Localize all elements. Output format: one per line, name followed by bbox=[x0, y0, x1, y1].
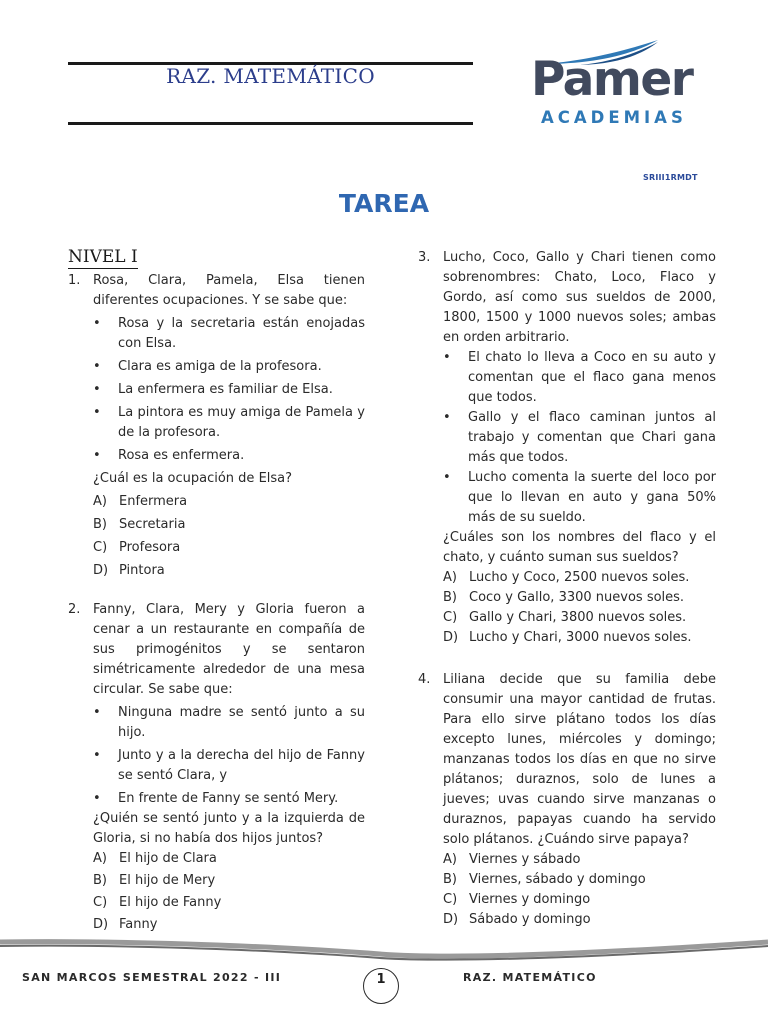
question-number: 3. bbox=[418, 250, 431, 265]
question-number: 2. bbox=[68, 602, 81, 617]
bullet-icon: • bbox=[93, 382, 101, 397]
question-3 bbox=[418, 248, 716, 648]
question-number: 4. bbox=[418, 672, 431, 687]
answer-option: C) Gallo y Chari, 3800 nuevos soles. bbox=[443, 610, 687, 625]
answer-option: A) Lucho y Coco, 2500 nuevos soles. bbox=[443, 570, 690, 585]
bullet-icon: • bbox=[93, 316, 101, 331]
section-title: NIVEL I bbox=[68, 247, 138, 267]
bullet-icon: • bbox=[443, 470, 451, 485]
answer-option: B) Secretaria bbox=[93, 517, 186, 532]
page-number: 1 bbox=[363, 968, 399, 1004]
bullet-item: • Rosa y la secretaria están enojadas con Elsa. bbox=[93, 316, 365, 351]
bullet-item: • Junto y a la derecha del hijo de Fanny se sentó Clara, y bbox=[93, 748, 365, 783]
answer-option: D) Lucho y Chari, 3000 nuevos soles. bbox=[443, 630, 692, 645]
question-stem: Liliana decide que su familia debe consumir una mayor cantidad de frutas. Para ello sirve plátano todos los días excepto lunes, miércoles y domingo; manzanas todos los días en que no sirve plátanos; duraznos, solo de lunes a jueves; uvas cuando sirve manzanas o duraznos, papayas cuando ha servido solo plátanos. ¿Cuándo sirve papaya? bbox=[443, 672, 716, 847]
answer-option: B) Viernes, sábado y domingo bbox=[443, 872, 646, 887]
footer-course: SAN MARCOS SEMESTRAL 2022 - III bbox=[22, 971, 282, 984]
bullet-item: • La enfermera es familiar de Elsa. bbox=[118, 380, 365, 400]
answer-option: D) Fanny bbox=[93, 917, 158, 932]
page-title: TAREA bbox=[338, 189, 430, 218]
logo-wordmark: Pamer bbox=[531, 52, 693, 107]
bullet-item: • Gallo y el flaco caminan juntos al trabajo y comentan que Chari gana más que todos. bbox=[443, 410, 716, 465]
subject-title: RAZ. MATEMÁTICO bbox=[166, 64, 375, 88]
question-stem: Fanny, Clara, Mery y Gloria fueron a cenar a un restaurante en compañía de sus primogénitos y se sentaron simétricamente alrededor de una mesa circular. Se sabe que: bbox=[93, 602, 365, 697]
bullet-item: • Clara es amiga de la profesora. bbox=[118, 357, 365, 377]
bullet-item: • Ninguna madre se sentó junto a su hijo. bbox=[93, 705, 365, 740]
answer-option: C) El hijo de Fanny bbox=[93, 895, 222, 910]
question-prompt: ¿Quién se sentó junto y a la izquierda de Gloria, si no había dos hijos juntos? bbox=[93, 811, 365, 846]
bullet-item: • La pintora es muy amiga de Pamela y de la profesora. bbox=[93, 405, 365, 440]
footer-subject: RAZ. MATEMÁTICO bbox=[463, 971, 597, 984]
answer-option: B) Coco y Gallo, 3300 nuevos soles. bbox=[443, 590, 685, 605]
question-prompt: ¿Cuáles son los nombres del flaco y el chato, y cuánto suman sus sueldos? bbox=[443, 530, 716, 565]
document-code: SRIII1RMDT bbox=[643, 173, 698, 182]
logo-subtitle: ACADEMIAS bbox=[541, 108, 687, 127]
bullet-icon: • bbox=[93, 705, 101, 720]
question-2 bbox=[68, 600, 365, 935]
bullet-icon: • bbox=[93, 359, 101, 374]
answer-option: A) Viernes y sábado bbox=[443, 852, 581, 867]
footer-wave-divider bbox=[0, 936, 768, 964]
bullet-item: • Rosa es enfermera. bbox=[118, 446, 365, 466]
answer-option: A) Enfermera bbox=[93, 494, 188, 509]
bullet-icon: • bbox=[443, 350, 451, 365]
answer-option: B) El hijo de Mery bbox=[93, 873, 216, 888]
question-prompt: ¿Cuál es la ocupación de Elsa? bbox=[93, 471, 293, 486]
answer-option: A) El hijo de Clara bbox=[93, 851, 217, 866]
question-stem: Rosa, Clara, Pamela, Elsa tienen diferentes ocupaciones. Y se sabe que: bbox=[93, 273, 365, 308]
answer-option: C) Profesora bbox=[93, 540, 181, 555]
bullet-icon: • bbox=[443, 410, 451, 425]
question-4 bbox=[418, 670, 716, 930]
question-stem: Lucho, Coco, Gallo y Chari tienen como sobrenombres: Chato, Loco, Flaco y Gordo, así como sus sueldos de 2000, 1800, 1500 y 1000 nuevos soles; ambas en orden arbitrario. bbox=[443, 250, 716, 345]
bullet-item: • Lucho comenta la suerte del loco por que lo llevan en auto y gana 50% más de su sueldo. bbox=[443, 470, 716, 525]
bullet-icon: • bbox=[93, 405, 101, 420]
bullet-icon: • bbox=[93, 748, 101, 763]
bullet-item: • En frente de Fanny se sentó Mery. bbox=[118, 789, 365, 809]
question-1 bbox=[68, 271, 365, 581]
bullet-icon: • bbox=[93, 448, 101, 463]
answer-option: D) Sábado y domingo bbox=[443, 912, 591, 927]
header-rule-bottom bbox=[68, 122, 473, 125]
question-number: 1. bbox=[68, 273, 81, 288]
bullet-item: • El chato lo lleva a Coco en su auto y comentan que el flaco gana menos que todos. bbox=[443, 350, 716, 405]
answer-option: D) Pintora bbox=[93, 563, 165, 578]
answer-option: C) Viernes y domingo bbox=[443, 892, 591, 907]
bullet-icon: • bbox=[93, 791, 101, 806]
